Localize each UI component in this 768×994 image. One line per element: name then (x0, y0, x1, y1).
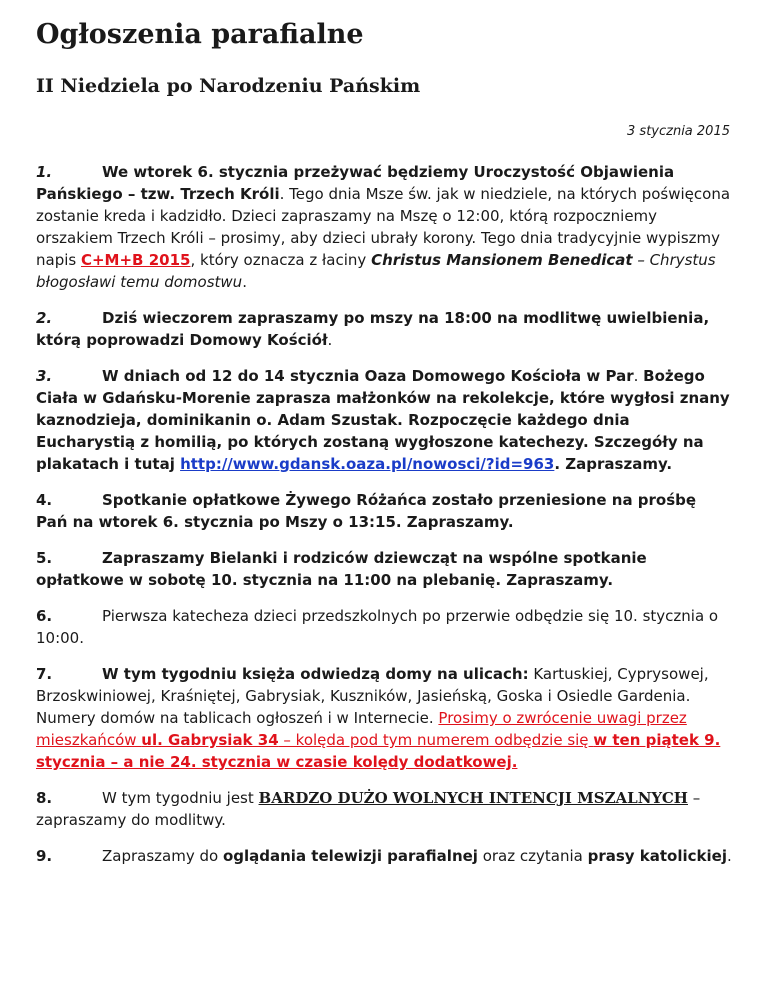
item-number: 3. (36, 367, 53, 385)
announcement-4: 4. Spotkanie opłatkowe Żywego Różańca zostało przeniesione na prośbę Pań na wtorek 6. stycznia po Mszy o 13:15. Zapraszamy. (36, 491, 697, 531)
item-number: 2. (36, 309, 53, 327)
announcement-date: 3 stycznia 2015 (627, 124, 730, 139)
item-number: 9. (36, 847, 53, 865)
page-title: Ogłoszenia parafialne (36, 19, 364, 50)
item-number: 8. (36, 789, 53, 807)
announcement-7: 7. W tym tygodniu księża odwiedzą domy na ulicach: Kartuskiej, Cyprysowej, Brzoskwiniowej, Kraśniętej, Gabrysiak, Kuszników, Jasieńską, Goska i Osiedle Gardenia. Numery domów na tablicach ogłoszeń i w Internecie. Prosimy o zwrócenie uwagi przez mieszkańców ul. Gabrysiak 34 – kolęda pod tym numerem odbędzie się w ten piątek 9. stycznia – a nie 24. stycznia w czasie kolędy dodatkowej. (36, 665, 721, 771)
intentions-emphasis: BARDZO DUŻO WOLNYCH INTENCJI MSZALNYCH (258, 789, 688, 807)
item-number: 4. (36, 491, 53, 509)
item-number: 6. (36, 607, 53, 625)
announcement-6: 6. Pierwsza katecheza dzieci przedszkolnych po przerwie odbędzie się 10. stycznia o 10:00. (36, 607, 719, 647)
oaza-link[interactable]: http://www.gdansk.oaza.pl/nowosci/?id=963 (180, 455, 555, 473)
announcement-2: 2. Dziś wieczorem zapraszamy po mszy na 18:00 na modlitwę uwielbienia, którą poprowadzi Domowy Kościół. (36, 309, 710, 349)
item-number: 7. (36, 665, 53, 683)
announcement-3: 3. W dniach od 12 do 14 stycznia Oaza Domowego Kościoła w Par. Bożego Ciała w Gdańsku-Morenie zaprasza małżonków na rekolekcje, które wygłosi znany kaznodzieja, dominikanin o. Adam Szustak. Rozpoczęcie każdego dnia Eucharystią z homilią, po których zostaną wygłoszone katechezy. Szczegóły na plakatach i tutaj http://www.gdansk.oaza.pl/nowosci/?id=963. Zapraszamy. (36, 367, 730, 473)
page-subtitle: II Niedziela po Narodzeniu Pańskim (36, 75, 421, 97)
item-number: 5. (36, 549, 53, 567)
announcement-9: 9. Zapraszamy do oglądania telewizji parafialnej oraz czytania prasy katolickiej. (36, 847, 732, 865)
cmb-inscription: C+M+B 2015 (80, 251, 191, 269)
announcement-8: 8. W tym tygodniu jest BARDZO DUŻO WOLNYCH INTENCJI MSZALNYCH – zapraszamy do modlitwy. (36, 789, 701, 829)
item-number: 1. (36, 163, 53, 181)
announcement-1: 1. We wtorek 6. stycznia przeżywać będziemy Uroczystość Objawienia Pańskiego – tzw. Trzech Króli. Tego dnia Msze św. jak w niedziele, na których poświęcona zostanie kreda i kadzidło. Dzieci zapraszamy na Mszę o 12:00, którą rozpoczniemy orszakiem Trzech Króli – prosimy, aby dzieci ubrały korony. Tego dnia tradycyjnie wypiszmy napis C+M+B 2015, który oznacza z łaciny Christus Mansionem Benedicat – Chrystus błogosławi temu domostwu. (36, 163, 731, 291)
announcement-5: 5. Zapraszamy Bielanki i rodziców dziewcząt na wspólne spotkanie opłatkowe w sobotę 10. stycznia na 11:00 na plebanię. Zapraszamy. (36, 549, 647, 589)
